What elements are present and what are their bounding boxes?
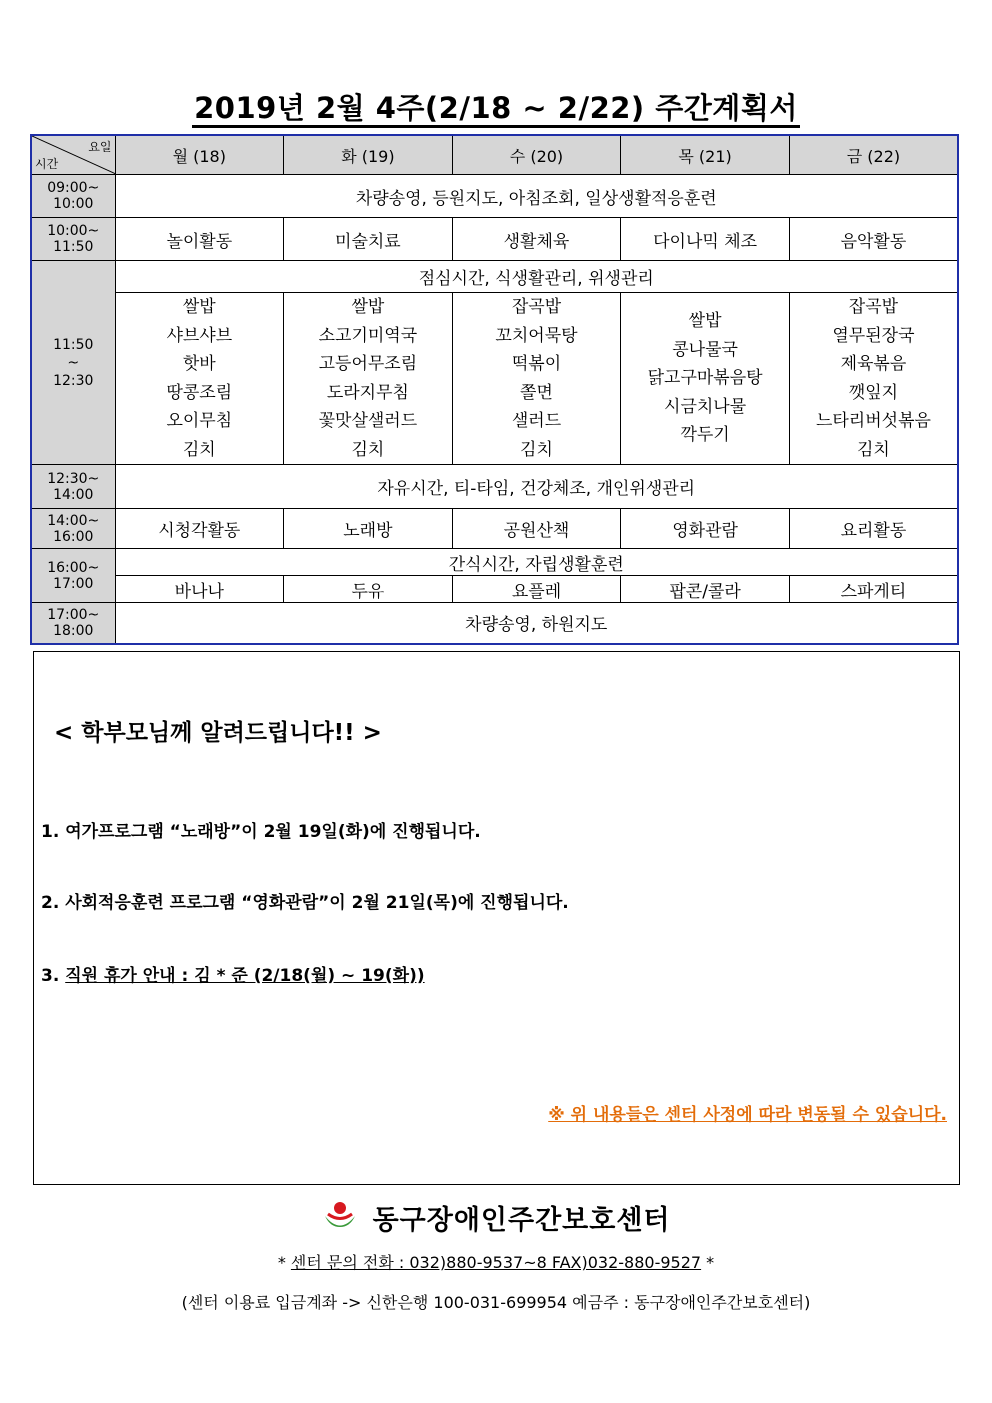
day-header-mon: 월 (18) <box>115 135 284 175</box>
org-name: 동구장애인주간보호센터 <box>372 1205 671 1236</box>
notice-warning: ※ 위 내용들은 센터 사정에 따라 변동될 수 있습니다. <box>548 1105 947 1125</box>
page-title: 2019년 2월 4주(2/18 ~ 2/22) 주간계획서 <box>0 86 992 127</box>
activity-cell: 미술치료 <box>284 218 453 261</box>
activity-cell: 다이나믹 체조 <box>621 218 790 261</box>
table-row <box>31 603 958 644</box>
table-row <box>31 175 958 218</box>
contact-line: * 센터 문의 전화 : 032)880-9537~8 FAX)032-880-9527 * <box>277 1253 715 1272</box>
snack-cell: 스파게티 <box>789 576 958 603</box>
day-header-tue: 화 (19) <box>284 135 453 175</box>
time-cell: 16:00~ 17:00 <box>31 549 115 603</box>
notice-item-1: 1. 여가프로그램 “노래방”이 2월 19일(화)에 진행됩니다. <box>41 822 481 842</box>
activity-cell: 음악활동 <box>789 218 958 261</box>
table-row <box>31 293 958 465</box>
table-row <box>31 509 958 549</box>
time-cell: 09:00~ 10:00 <box>31 175 115 218</box>
activity-cell: 영화관람 <box>621 509 790 549</box>
activity-cell: 시청각활동 <box>115 509 284 549</box>
table-row <box>31 218 958 261</box>
notice-item-2: 2. 사회적응훈련 프로그램 “영화관람”이 2월 21일(목)에 진행됩니다. <box>41 893 569 913</box>
snack-title-cell: 간식시간, 자립생활훈련 <box>115 549 958 576</box>
day-header-fri: 금 (22) <box>789 135 958 175</box>
activity-cell: 노래방 <box>284 509 453 549</box>
center-logo-icon <box>322 1199 358 1237</box>
menu-cell-wed: 잡곡밥 꼬치어묵탕 떡볶이 쫄면 샐러드 김치 <box>452 293 621 465</box>
day-header-wed: 수 (20) <box>452 135 621 175</box>
menu-cell-mon: 쌀밥 샤브샤브 핫바 땅콩조림 오이무침 김치 <box>115 293 284 465</box>
lunch-title-cell: 점심시간, 식생활관리, 위생관리 <box>115 261 958 293</box>
day-header-thu: 목 (21) <box>621 135 790 175</box>
activity-cell: 요리활동 <box>789 509 958 549</box>
time-cell: 14:00~ 16:00 <box>31 509 115 549</box>
snack-cell: 팝콘/콜라 <box>621 576 790 603</box>
notice-heading: < 학부모님께 알려드립니다!! > <box>54 720 382 746</box>
corner-day-label: 요일 <box>88 140 112 154</box>
time-cell: 12:30~ 14:00 <box>31 465 115 509</box>
weekly-schedule-table <box>30 134 959 645</box>
notice-item-3: 3. 직원 휴가 안내 : 김 * 준 (2/18(월) ~ 19(화)) <box>41 966 425 986</box>
corner-time-label: 시간 <box>35 157 59 171</box>
corner-cell <box>31 135 115 175</box>
activity-cell: 공원산책 <box>452 509 621 549</box>
org-logo-row <box>0 1198 992 1237</box>
activity-span-cell: 차량송영, 등원지도, 아침조회, 일상생활적응훈련 <box>115 175 958 218</box>
parent-notice-box <box>33 651 960 1185</box>
snack-cell: 바나나 <box>115 576 284 603</box>
table-row <box>31 549 958 576</box>
time-cell: 11:50 ~ 12:30 <box>31 261 115 465</box>
activity-span-cell: 자유시간, 티-타임, 건강체조, 개인위생관리 <box>115 465 958 509</box>
menu-cell-tue: 쌀밥 소고기미역국 고등어무조림 도라지무침 꽃맛살샐러드 김치 <box>284 293 453 465</box>
time-cell: 10:00~ 11:50 <box>31 218 115 261</box>
table-row <box>31 576 958 603</box>
activity-cell: 놀이활동 <box>115 218 284 261</box>
table-header-row <box>31 135 958 175</box>
menu-cell-fri: 잡곡밥 열무된장국 제육볶음 깻잎지 느타리버섯볶음 김치 <box>789 293 958 465</box>
snack-cell: 요플레 <box>452 576 621 603</box>
activity-span-cell: 차량송영, 하원지도 <box>115 603 958 644</box>
activity-cell: 생활체육 <box>452 218 621 261</box>
table-row <box>31 465 958 509</box>
snack-cell: 두유 <box>284 576 453 603</box>
menu-cell-thu: 쌀밥 콩나물국 닭고구마볶음탕 시금치나물 깍두기 <box>621 293 790 465</box>
contact-phone-fax: 센터 문의 전화 : 032)880-9537~8 FAX)032-880-9527 <box>290 1253 702 1272</box>
account-line: (센터 이용료 입금계좌 -> 신한은행 100-031-699954 예금주 : 동구장애인주간보호센터) <box>181 1293 811 1312</box>
table-row <box>31 261 958 293</box>
time-cell: 17:00~ 18:00 <box>31 603 115 644</box>
